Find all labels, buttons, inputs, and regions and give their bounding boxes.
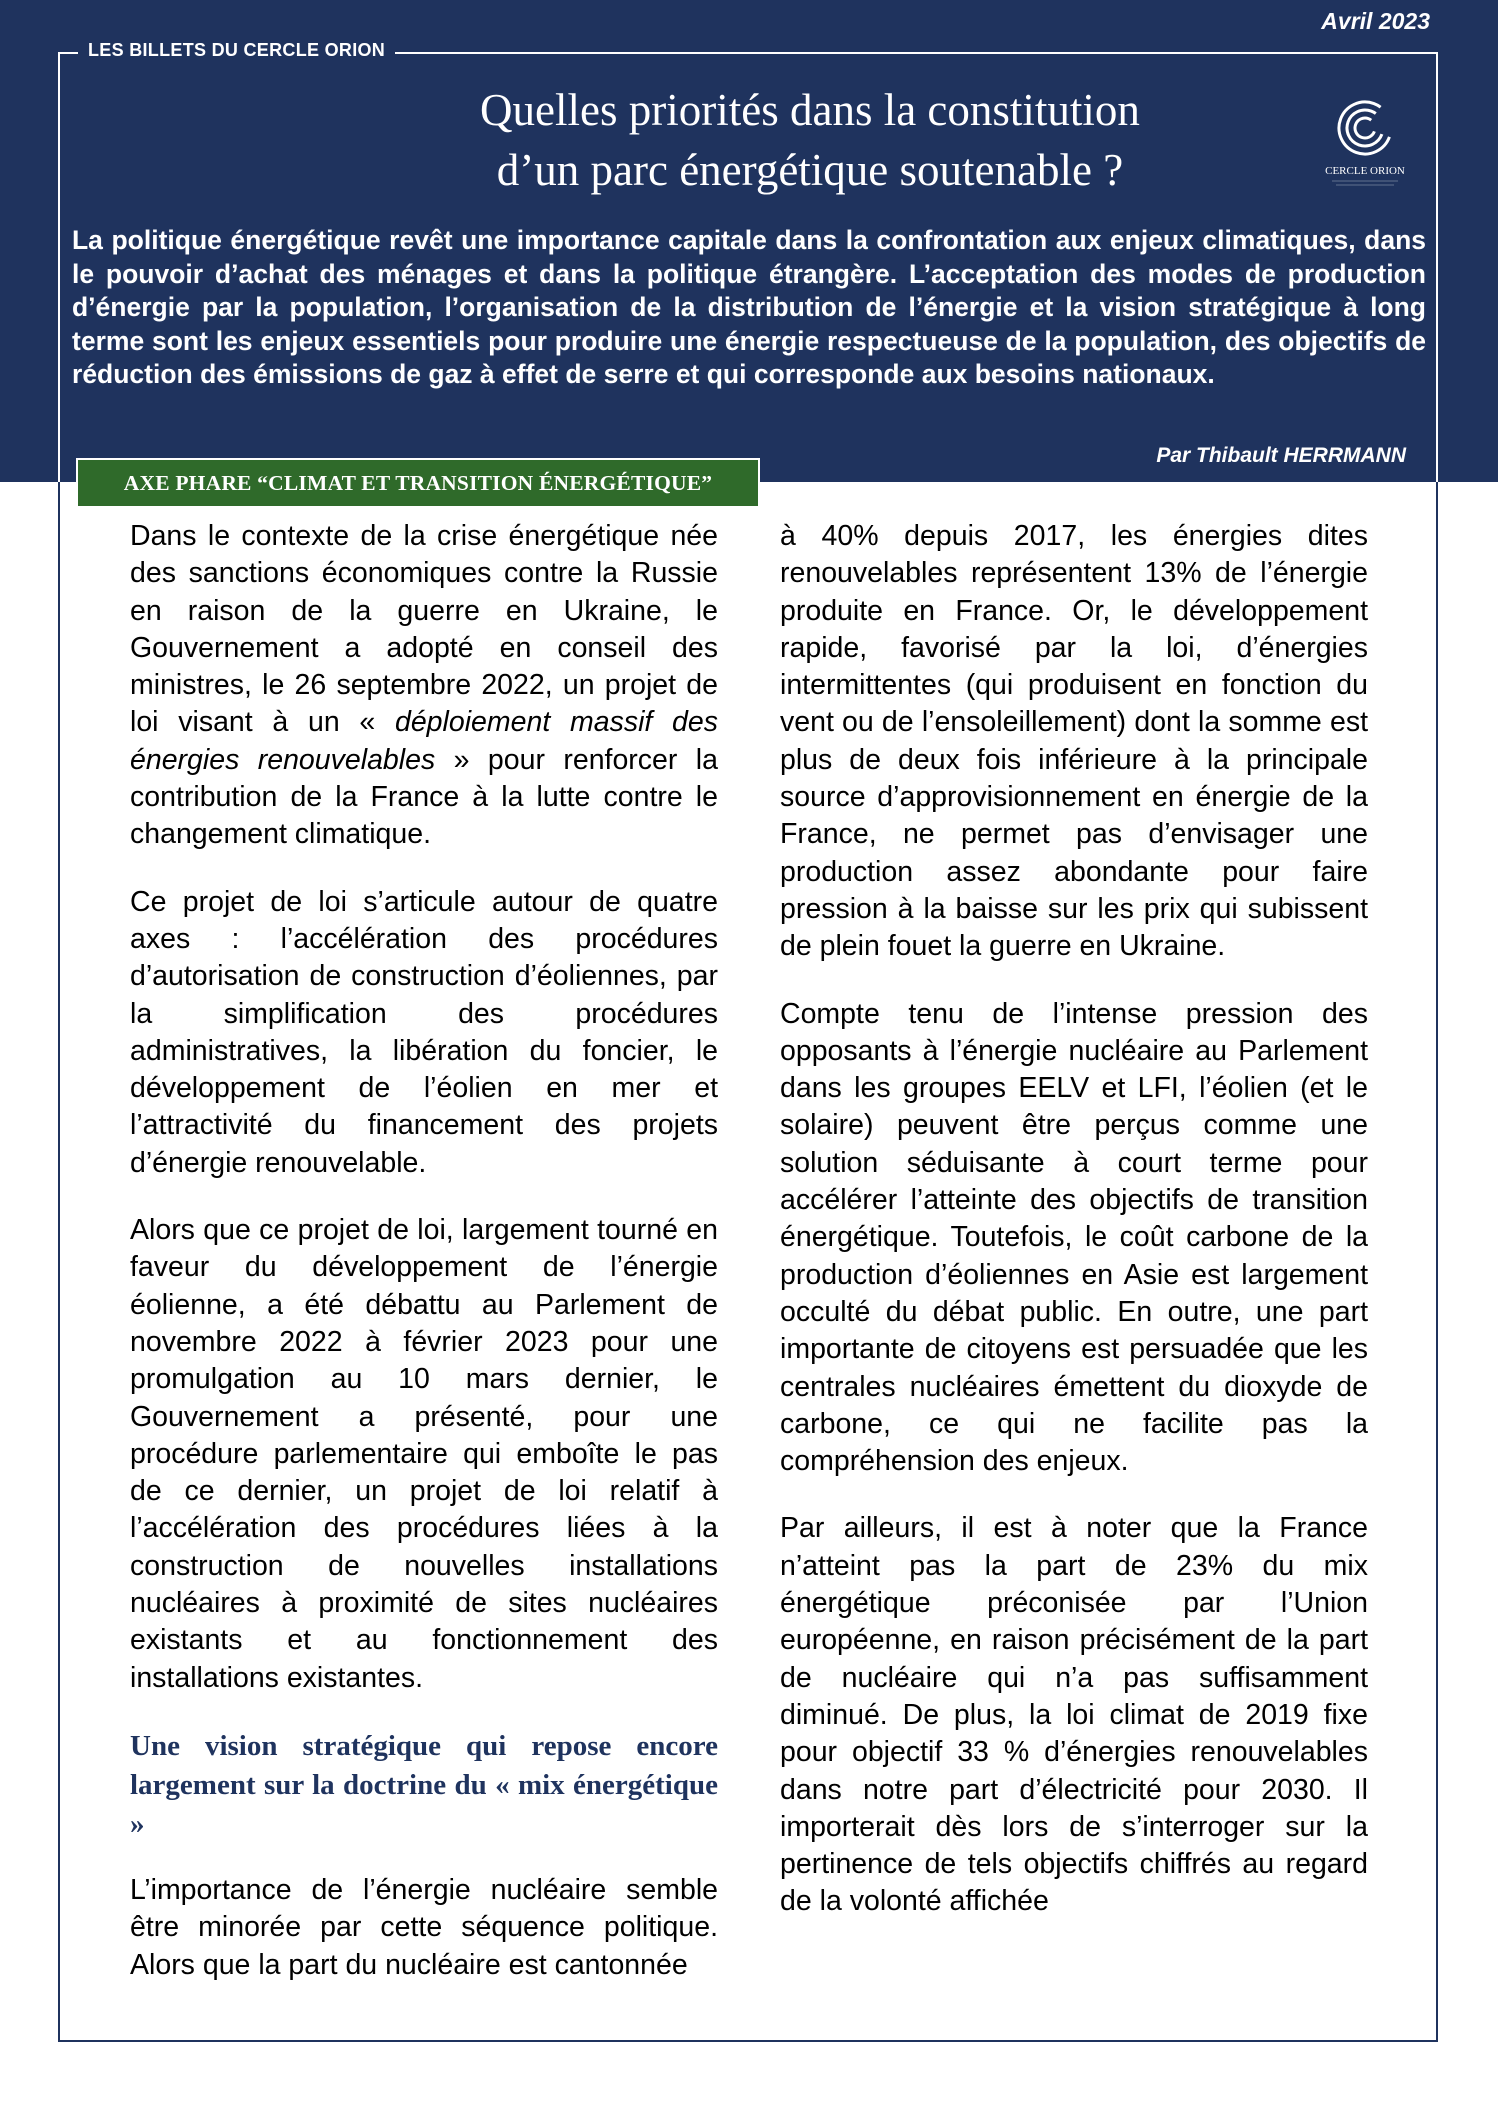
body-paragraph-4: L’importance de l’énergie nucléaire semble être minorée par cette séquence politique. Alors que la part du nucléaire est cantonnée bbox=[130, 1873, 718, 1981]
emphasis-quote: déploiement massif des énergies renouvelables bbox=[130, 706, 718, 776]
logo-mark-icon bbox=[1310, 88, 1420, 198]
lead-paragraph: La politique énergétique revêt une importance capitale dans la confrontation aux enjeux climatiques, dans le pouvoir d’achat des ménages et dans la politique étrangère. L’acceptation des modes de production d’énergie par la population, l’organisation de la distribution de l’énergie et la vision stratégique à long terme sont les enjeux essentiels pour produire une énergie respectueuse de la population, des objectifs de réduction des émissions de gaz à effet de serre et qui corresponde aux besoins nationaux. bbox=[72, 225, 1426, 389]
series-label: LES BILLETS DU CERCLE ORION bbox=[78, 40, 395, 61]
left-column bbox=[130, 518, 718, 2014]
body-paragraph-7: Par ailleurs, il est à noter que la France n’atteint pas la part de 23% du mix énergétique préconisée par l’Union européenne, en raison précisément de la part de nucléaire qui n’a pas suffisamment diminué. De plus, la loi climat de 2019 fixe pour objectif 33 % d’énergies renouvelables dans notre part d’électricité pour 2030. Il importerait dès lors de s’interroger sur la pertinence de tels objectifs chiffrés au regard de la volonté affichée bbox=[780, 1512, 1368, 1918]
logo-text: CERCLE ORION bbox=[1325, 165, 1405, 177]
section-subheading: Une vision stratégique qui repose encore largement sur la doctrine du « mix énergétique » bbox=[130, 1729, 718, 1840]
axis-banner: AXE PHARE “CLIMAT ET TRANSITION ÉNERGÉTIQUE” bbox=[76, 458, 760, 508]
body-paragraph-5: à 40% depuis 2017, les énergies dites renouvelables représentent 13% de l’énergie produite en France. Or, le développement rapide, favorisé par la loi, d’énergies intermittentes (qui produisent en fonction du vent ou de l’ensoleillement) dont la somme est plus de deux fois inférieure à la principale source d’approvisionnement en énergie de la France, ne permet pas d’envisager une production assez abondante pour faire pression à la baisse sur les prix qui subissent de plein fouet la guerre en Ukraine. bbox=[780, 520, 1368, 963]
issue-date: Avril 2023 bbox=[1321, 8, 1430, 34]
frame-side-right bbox=[1436, 52, 1438, 482]
body-paragraph-2: Ce projet de loi s’articule autour de quatre axes : l’accélération des procédures d’autorisation de construction d’éoliennes, par la simplification des procédures administratives, la libération du foncier, le développement de l’éolien en mer et l’attractivité du financement des projets d’énergie renouvelable. bbox=[130, 885, 718, 1179]
body-paragraph-6: Compte tenu de l’intense pression des opposants à l’énergie nucléaire au Parlement dans les groupes EELV et LFI, l’éolien (et le solaire) peuvent être perçus comme une solution séduisante à court terme pour accélérer l’atteinte des objectifs de transition énergétique. Toutefois, le coût carbone de la production d’éoliennes en Asie est largement occulté du débat public. En outre, une part importante de citoyens est persuadée que les centrales nucléaires émettent du dioxyde de carbone, ce qui ne facilite pas la compréhension des enjeux. bbox=[780, 997, 1368, 1478]
author-byline: Par Thibault HERRMANN bbox=[1156, 444, 1406, 467]
title-line-2: d’un parc énergétique soutenable ? bbox=[496, 145, 1124, 195]
right-column bbox=[780, 518, 1368, 1951]
frame-side-left bbox=[58, 52, 60, 482]
cercle-orion-logo bbox=[1310, 88, 1420, 198]
title-line-1: Quelles priorités dans la constitution bbox=[480, 85, 1140, 135]
page-title bbox=[260, 80, 1360, 200]
body-paragraph-3: Alors que ce projet de loi, largement tourné en faveur du développement de l’énergie éolienne, a été débattu au Parlement de novembre 2022 à février 2023 pour une promulgation au 10 mars dernier, le Gouvernement a présenté, pour une procédure parlementaire qui emboîte le pas de ce dernier, un projet de loi relatif à l’accélération des procédures liées à la construction de nouvelles installations nucléaires à proximité de sites nucléaires existants et au fonctionnement des installations existantes. bbox=[130, 1214, 718, 1694]
body-paragraph-1: Dans le contexte de la crise énergétique née des sanctions économiques contre la Russie en raison de la guerre en Ukraine, le Gouvernement a adopté en conseil des ministres, le 26 septembre 2022, un projet de loi visant à un « déploiement massif des énergies renouvelables » pour renforcer la contribution de la France à la lutte contre le changement climatique. bbox=[130, 520, 718, 851]
